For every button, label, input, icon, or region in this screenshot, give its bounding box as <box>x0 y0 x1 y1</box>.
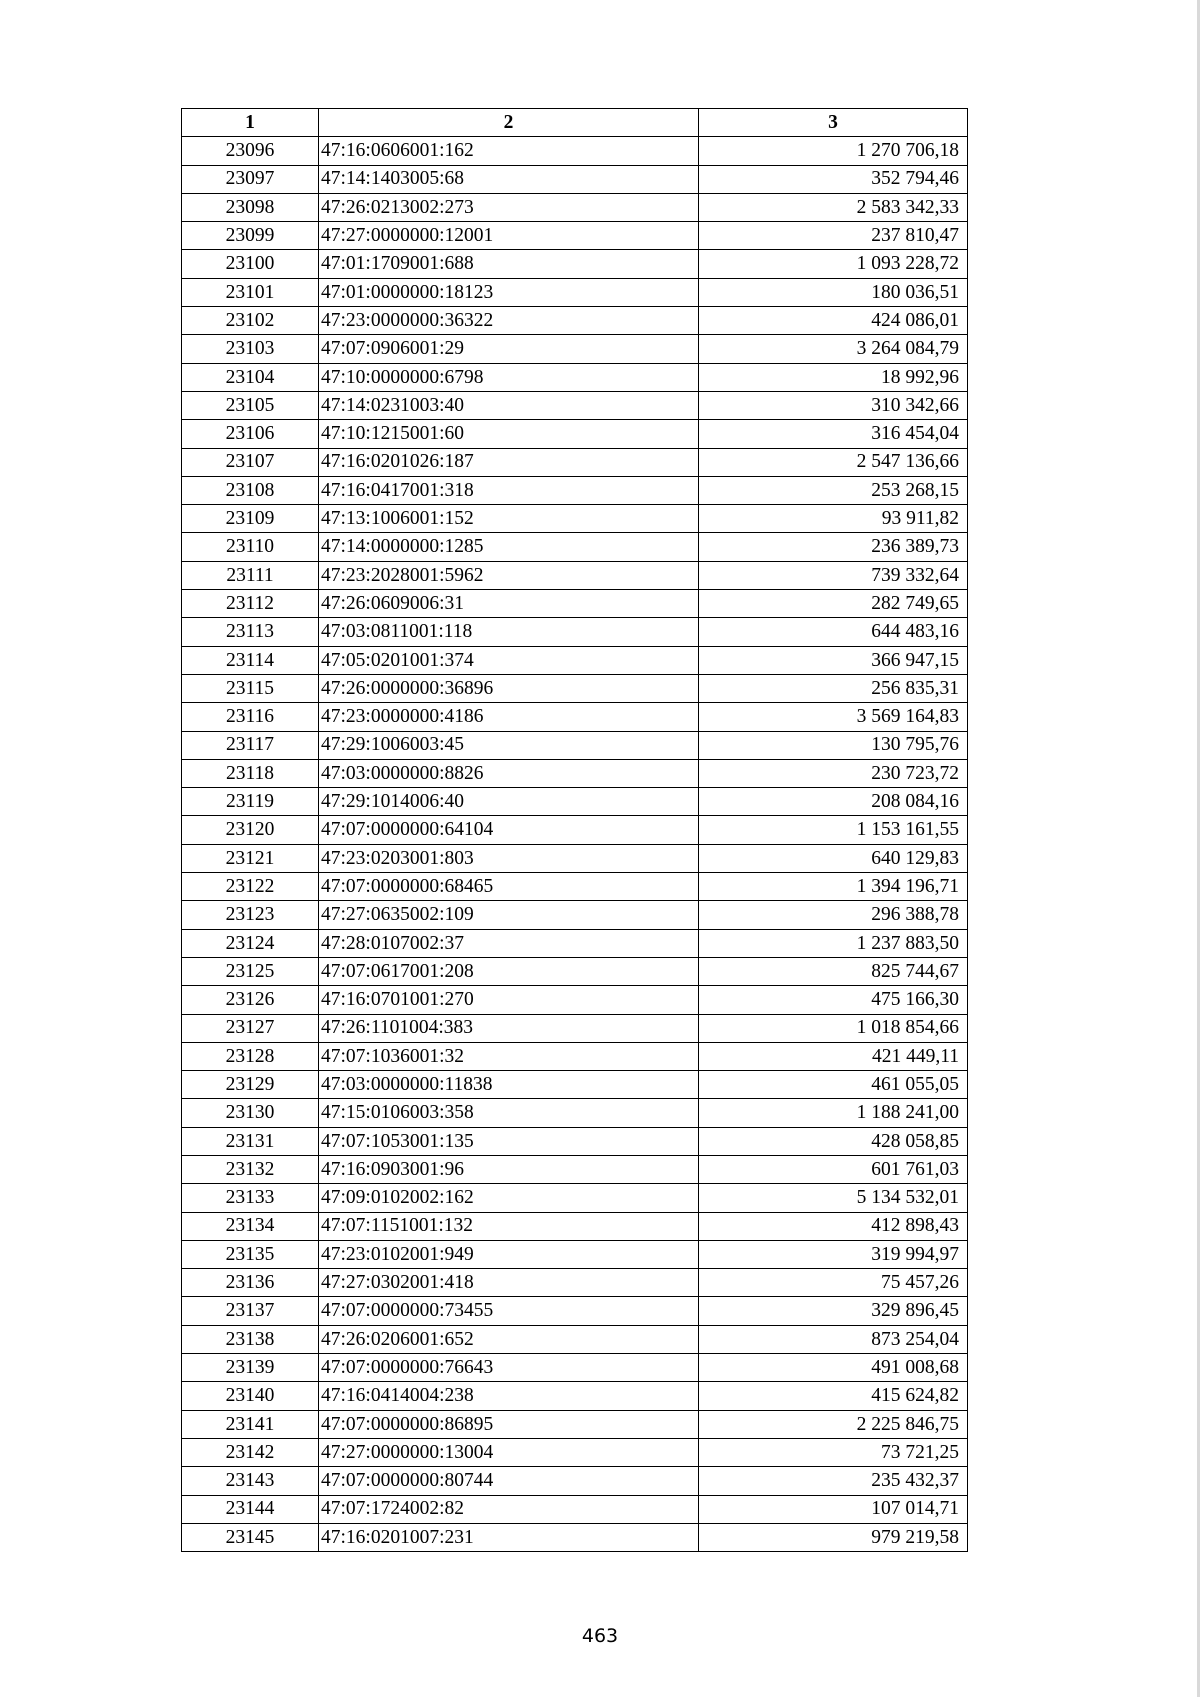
cadastral-number: 47:27:0000000:12001 <box>319 222 699 250</box>
cadastral-value: 296 388,78 <box>699 901 968 929</box>
cadastral-value: 319 994,97 <box>699 1240 968 1268</box>
cadastral-value: 208 084,16 <box>699 788 968 816</box>
cadastral-number: 47:10:1215001:60 <box>319 420 699 448</box>
cadastral-value: 491 008,68 <box>699 1354 968 1382</box>
cadastral-number: 47:23:0000000:4186 <box>319 703 699 731</box>
cadastral-value: 366 947,15 <box>699 646 968 674</box>
table-row <box>182 1438 968 1466</box>
cadastral-number: 47:16:0417001:318 <box>319 476 699 504</box>
row-number: 23096 <box>182 137 319 165</box>
table-row <box>182 1184 968 1212</box>
table-row <box>182 957 968 985</box>
row-number: 23126 <box>182 986 319 1014</box>
cadastral-value: 640 129,83 <box>699 844 968 872</box>
cadastral-number: 47:01:0000000:18123 <box>319 278 699 306</box>
cadastral-number: 47:28:0107002:37 <box>319 929 699 957</box>
cadastral-number: 47:07:1036001:32 <box>319 1042 699 1070</box>
row-number: 23119 <box>182 788 319 816</box>
table-row <box>182 561 968 589</box>
cadastral-number: 47:15:0106003:358 <box>319 1099 699 1127</box>
header-row <box>182 109 968 137</box>
row-number: 23143 <box>182 1467 319 1495</box>
table-row <box>182 1014 968 1042</box>
table-row <box>182 278 968 306</box>
cadastral-value: 1 237 883,50 <box>699 929 968 957</box>
cadastral-value-table <box>181 108 968 1552</box>
cadastral-number: 47:07:0000000:80744 <box>319 1467 699 1495</box>
row-number: 23108 <box>182 476 319 504</box>
row-number: 23116 <box>182 703 319 731</box>
row-number: 23106 <box>182 420 319 448</box>
column-header-3: 3 <box>699 109 968 137</box>
row-number: 23139 <box>182 1354 319 1382</box>
table-row <box>182 1325 968 1353</box>
table-row <box>182 703 968 731</box>
cadastral-number: 47:07:1053001:135 <box>319 1127 699 1155</box>
cadastral-value: 421 449,11 <box>699 1042 968 1070</box>
table-row <box>182 391 968 419</box>
cadastral-number: 47:07:0000000:64104 <box>319 816 699 844</box>
page-number: 463 <box>581 1625 619 1647</box>
cadastral-value: 644 483,16 <box>699 618 968 646</box>
row-number: 23131 <box>182 1127 319 1155</box>
row-number: 23113 <box>182 618 319 646</box>
row-number: 23144 <box>182 1495 319 1523</box>
row-number: 23136 <box>182 1269 319 1297</box>
row-number: 23102 <box>182 307 319 335</box>
row-number: 23100 <box>182 250 319 278</box>
cadastral-number: 47:07:0000000:76643 <box>319 1354 699 1382</box>
cadastral-value: 3 264 084,79 <box>699 335 968 363</box>
cadastral-number: 47:03:0000000:8826 <box>319 759 699 787</box>
row-number: 23130 <box>182 1099 319 1127</box>
cadastral-value: 73 721,25 <box>699 1438 968 1466</box>
row-number: 23124 <box>182 929 319 957</box>
table-row <box>182 1240 968 1268</box>
table-row <box>182 1127 968 1155</box>
cadastral-value: 424 086,01 <box>699 307 968 335</box>
row-number: 23118 <box>182 759 319 787</box>
cadastral-number: 47:10:0000000:6798 <box>319 363 699 391</box>
table-row <box>182 1099 968 1127</box>
row-number: 23107 <box>182 448 319 476</box>
cadastral-number: 47:16:0701001:270 <box>319 986 699 1014</box>
row-number: 23133 <box>182 1184 319 1212</box>
cadastral-value: 2 547 136,66 <box>699 448 968 476</box>
row-number: 23110 <box>182 533 319 561</box>
cadastral-number: 47:03:0811001:118 <box>319 618 699 646</box>
table-row <box>182 1297 968 1325</box>
table-row <box>182 844 968 872</box>
cadastral-value: 873 254,04 <box>699 1325 968 1353</box>
table-row <box>182 1382 968 1410</box>
row-number: 23109 <box>182 505 319 533</box>
cadastral-value: 93 911,82 <box>699 505 968 533</box>
table-row <box>182 335 968 363</box>
cadastral-value: 475 166,30 <box>699 986 968 1014</box>
cadastral-number: 47:26:1101004:383 <box>319 1014 699 1042</box>
cadastral-value: 1 153 161,55 <box>699 816 968 844</box>
row-number: 23112 <box>182 590 319 618</box>
table-row <box>182 901 968 929</box>
table-row <box>182 590 968 618</box>
table-row <box>182 1212 968 1240</box>
row-number: 23114 <box>182 646 319 674</box>
table-row <box>182 448 968 476</box>
cadastral-number: 47:29:1014006:40 <box>319 788 699 816</box>
table-row <box>182 363 968 391</box>
cadastral-value: 1 018 854,66 <box>699 1014 968 1042</box>
cadastral-value: 180 036,51 <box>699 278 968 306</box>
table-row <box>182 1269 968 1297</box>
cadastral-number: 47:16:0606001:162 <box>319 137 699 165</box>
cadastral-number: 47:07:0000000:86895 <box>319 1410 699 1438</box>
cadastral-number: 47:07:0617001:208 <box>319 957 699 985</box>
table-row <box>182 193 968 221</box>
cadastral-value: 1 093 228,72 <box>699 250 968 278</box>
table-row <box>182 1410 968 1438</box>
row-number: 23103 <box>182 335 319 363</box>
cadastral-number: 47:23:2028001:5962 <box>319 561 699 589</box>
cadastral-value: 461 055,05 <box>699 1071 968 1099</box>
cadastral-value: 1 394 196,71 <box>699 873 968 901</box>
table-header <box>182 109 968 137</box>
row-number: 23129 <box>182 1071 319 1099</box>
cadastral-value: 601 761,03 <box>699 1155 968 1183</box>
cadastral-value: 130 795,76 <box>699 731 968 759</box>
cadastral-value: 415 624,82 <box>699 1382 968 1410</box>
table-row <box>182 137 968 165</box>
cadastral-number: 47:27:0302001:418 <box>319 1269 699 1297</box>
cadastral-value: 3 569 164,83 <box>699 703 968 731</box>
cadastral-number: 47:14:1403005:68 <box>319 165 699 193</box>
cadastral-value: 236 389,73 <box>699 533 968 561</box>
cadastral-value: 1 270 706,18 <box>699 137 968 165</box>
row-number: 23134 <box>182 1212 319 1240</box>
row-number: 23137 <box>182 1297 319 1325</box>
row-number: 23138 <box>182 1325 319 1353</box>
row-number: 23140 <box>182 1382 319 1410</box>
table-row <box>182 1467 968 1495</box>
table-row <box>182 505 968 533</box>
cadastral-number: 47:29:1006003:45 <box>319 731 699 759</box>
row-number: 23105 <box>182 391 319 419</box>
column-header-1: 1 <box>182 109 319 137</box>
table-row <box>182 674 968 702</box>
cadastral-number: 47:07:0000000:68465 <box>319 873 699 901</box>
cadastral-value: 739 332,64 <box>699 561 968 589</box>
row-number: 23142 <box>182 1438 319 1466</box>
row-number: 23111 <box>182 561 319 589</box>
row-number: 23132 <box>182 1155 319 1183</box>
cadastral-number: 47:05:0201001:374 <box>319 646 699 674</box>
row-number: 23098 <box>182 193 319 221</box>
cadastral-value: 107 014,71 <box>699 1495 968 1523</box>
row-number: 23121 <box>182 844 319 872</box>
cadastral-value: 2 225 846,75 <box>699 1410 968 1438</box>
table-row <box>182 1495 968 1523</box>
cadastral-value: 329 896,45 <box>699 1297 968 1325</box>
cadastral-value: 282 749,65 <box>699 590 968 618</box>
cadastral-number: 47:16:0201007:231 <box>319 1523 699 1551</box>
cadastral-value: 979 219,58 <box>699 1523 968 1551</box>
cadastral-value: 253 268,15 <box>699 476 968 504</box>
table-row <box>182 759 968 787</box>
row-number: 23141 <box>182 1410 319 1438</box>
cadastral-value: 235 432,37 <box>699 1467 968 1495</box>
cadastral-value: 825 744,67 <box>699 957 968 985</box>
table-row <box>182 731 968 759</box>
row-number: 23101 <box>182 278 319 306</box>
cadastral-value: 75 457,26 <box>699 1269 968 1297</box>
table-row <box>182 986 968 1014</box>
table-row <box>182 929 968 957</box>
table-row <box>182 222 968 250</box>
row-number: 23097 <box>182 165 319 193</box>
cadastral-number: 47:07:0906001:29 <box>319 335 699 363</box>
table-row <box>182 420 968 448</box>
cadastral-number: 47:27:0000000:13004 <box>319 1438 699 1466</box>
cadastral-value: 237 810,47 <box>699 222 968 250</box>
cadastral-number: 47:16:0201026:187 <box>319 448 699 476</box>
cadastral-value: 256 835,31 <box>699 674 968 702</box>
table-row <box>182 788 968 816</box>
row-number: 23099 <box>182 222 319 250</box>
cadastral-value: 412 898,43 <box>699 1212 968 1240</box>
table-row <box>182 1071 968 1099</box>
cadastral-number: 47:07:1151001:132 <box>319 1212 699 1240</box>
cadastral-value: 1 188 241,00 <box>699 1099 968 1127</box>
table-row <box>182 816 968 844</box>
cadastral-number: 47:13:1006001:152 <box>319 505 699 533</box>
table-row <box>182 165 968 193</box>
cadastral-value: 310 342,66 <box>699 391 968 419</box>
row-number: 23125 <box>182 957 319 985</box>
row-number: 23117 <box>182 731 319 759</box>
cadastral-value: 5 134 532,01 <box>699 1184 968 1212</box>
cadastral-number: 47:26:0000000:36896 <box>319 674 699 702</box>
column-header-2: 2 <box>319 109 699 137</box>
table-row <box>182 618 968 646</box>
cadastral-number: 47:16:0903001:96 <box>319 1155 699 1183</box>
row-number: 23127 <box>182 1014 319 1042</box>
table-row <box>182 476 968 504</box>
cadastral-number: 47:01:1709001:688 <box>319 250 699 278</box>
cadastral-number: 47:07:1724002:82 <box>319 1495 699 1523</box>
table-row <box>182 1042 968 1070</box>
cadastral-number: 47:23:0102001:949 <box>319 1240 699 1268</box>
table-row <box>182 873 968 901</box>
cadastral-value: 2 583 342,33 <box>699 193 968 221</box>
cadastral-number: 47:23:0000000:36322 <box>319 307 699 335</box>
row-number: 23104 <box>182 363 319 391</box>
table-row <box>182 1155 968 1183</box>
cadastral-number: 47:27:0635002:109 <box>319 901 699 929</box>
cadastral-number: 47:09:0102002:162 <box>319 1184 699 1212</box>
row-number: 23120 <box>182 816 319 844</box>
cadastral-value: 352 794,46 <box>699 165 968 193</box>
cadastral-number: 47:26:0213002:273 <box>319 193 699 221</box>
cadastral-value: 316 454,04 <box>699 420 968 448</box>
row-number: 23122 <box>182 873 319 901</box>
cadastral-value: 428 058,85 <box>699 1127 968 1155</box>
cadastral-value: 18 992,96 <box>699 363 968 391</box>
table-row <box>182 646 968 674</box>
cadastral-number: 47:14:0231003:40 <box>319 391 699 419</box>
table-row <box>182 1523 968 1551</box>
table-row <box>182 307 968 335</box>
table-row <box>182 1354 968 1382</box>
table-body <box>182 137 968 1552</box>
cadastral-number: 47:07:0000000:73455 <box>319 1297 699 1325</box>
row-number: 23115 <box>182 674 319 702</box>
cadastral-number: 47:16:0414004:238 <box>319 1382 699 1410</box>
table-row <box>182 250 968 278</box>
cadastral-number: 47:03:0000000:11838 <box>319 1071 699 1099</box>
row-number: 23123 <box>182 901 319 929</box>
row-number: 23128 <box>182 1042 319 1070</box>
row-number: 23135 <box>182 1240 319 1268</box>
cadastral-number: 47:26:0206001:652 <box>319 1325 699 1353</box>
row-number: 23145 <box>182 1523 319 1551</box>
cadastral-number: 47:14:0000000:1285 <box>319 533 699 561</box>
cadastral-value: 230 723,72 <box>699 759 968 787</box>
cadastral-number: 47:23:0203001:803 <box>319 844 699 872</box>
cadastral-number: 47:26:0609006:31 <box>319 590 699 618</box>
table-row <box>182 533 968 561</box>
